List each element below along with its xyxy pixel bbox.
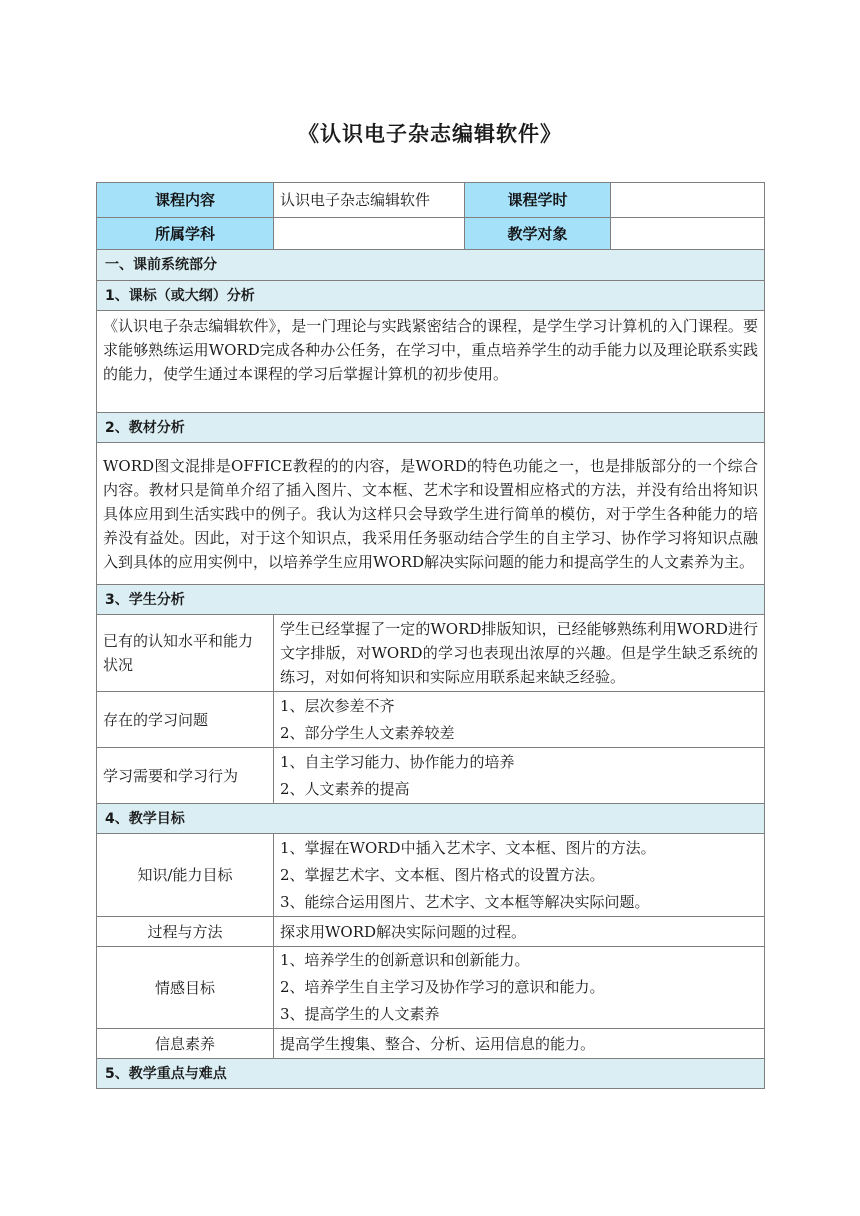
learning-problems-label: 存在的学习问题 [97, 692, 274, 748]
existing-level-text: 学生已经掌握了一定的WORD排版知识，已经能够熟练利用WORD进行文字排版，对WORD的学习也表现出浓厚的兴趣。但是学生缺乏系统的练习，对如何将知识和实际应用联系起来缺乏经验。 [274, 615, 765, 692]
list-item: 2、人文素养的提高 [280, 779, 410, 798]
process-goal-text: 探求用WORD解决实际问题的过程。 [274, 917, 765, 947]
list-item: 2、部分学生人文素养较差 [280, 723, 455, 742]
curriculum-text: 《认识电子杂志编辑软件》，是一门理论与实践紧密结合的课程，是学生学习计算机的入门课程。要求能够熟练运用WORD完成各种办公任务，在学习中，重点培养学生的动手能力以及理论联系实践的能力，使学生通过本课程的学习后掌握计算机的初步使用。 [97, 311, 765, 413]
list-item: 1、培养学生的创新意识和创新能力。 [280, 951, 530, 969]
knowledge-goal-list [274, 834, 765, 917]
section-students: 3、学生分析 [97, 585, 765, 615]
emotion-goal-label: 情感目标 [97, 947, 274, 1029]
lesson-plan-table [96, 182, 765, 1089]
document-title: 《认识电子杂志编辑软件》 [298, 121, 562, 146]
emotion-goal-list [274, 947, 765, 1029]
goal-process-row [97, 917, 765, 947]
process-goal-label: 过程与方法 [97, 917, 274, 947]
list-item: 2、掌握艺术字、文本框、图片格式的设置方法。 [280, 865, 605, 884]
learning-needs-label: 学习需要和学习行为 [97, 748, 274, 804]
list-item: 1、层次参差不齐 [280, 696, 395, 715]
goal-knowledge-row [97, 834, 765, 917]
student-problems-row [97, 692, 765, 748]
hours-label: 课程学时 [465, 183, 611, 218]
section-curriculum: 1、课标（或大纲）分析 [97, 281, 765, 311]
student-needs-row [97, 748, 765, 804]
subject-value [274, 218, 465, 250]
subject-label: 所属学科 [97, 218, 274, 250]
info-literacy-label: 信息素养 [97, 1029, 274, 1059]
section-key-points: 5、教学重点与难点 [97, 1059, 765, 1089]
textbook-text: WORD图文混排是OFFICE教程的的内容，是WORD的特色功能之一，也是排版部分的一个综合内容。教材只是简单介绍了插入图片、文本框、艺术字和设置相应格式的方法，并没有给出将知识具体应用到生活实践中的例子。我认为这样只会导致学生进行简单的模仿，对于学生各种能力的培养没有益处。因此，对于这个知识点，我采用任务驱动结合学生的自主学习、协作学习将知识点融入到具体的应用实例中，以培养学生应用WORD解决实际问题的能力和提高学生的人文素养为主。 [97, 443, 765, 585]
knowledge-goal-label: 知识/能力目标 [97, 834, 274, 917]
audience-label: 教学对象 [465, 218, 611, 250]
list-item: 2、培养学生自主学习及协作学习的意识和能力。 [280, 978, 605, 996]
list-item: 3、提高学生的人文素养 [280, 1005, 440, 1023]
section-goals: 4、教学目标 [97, 804, 765, 834]
header-row-subject [97, 218, 765, 250]
course-value: 认识电子杂志编辑软件 [274, 183, 465, 218]
list-item: 3、能综合运用图片、艺术字、文本框等解决实际问题。 [280, 892, 650, 911]
goal-emotion-row [97, 947, 765, 1029]
learning-problems-list [274, 692, 765, 748]
course-label: 课程内容 [97, 183, 274, 218]
section-pre-class: 一、课前系统部分 [97, 250, 765, 281]
info-literacy-text: 提高学生搜集、整合、分析、运用信息的能力。 [274, 1029, 765, 1059]
existing-level-label: 已有的认知水平和能力状况 [97, 615, 274, 692]
audience-value [611, 218, 765, 250]
list-item: 1、掌握在WORD中插入艺术字、文本框、图片的方法。 [280, 838, 656, 857]
goal-info-row [97, 1029, 765, 1059]
student-existing-row [97, 615, 765, 692]
header-row-course [97, 183, 765, 218]
learning-needs-list [274, 748, 765, 804]
section-textbook: 2、教材分析 [97, 413, 765, 443]
list-item: 1、自主学习能力、协作能力的培养 [280, 752, 515, 771]
hours-value [611, 183, 765, 218]
